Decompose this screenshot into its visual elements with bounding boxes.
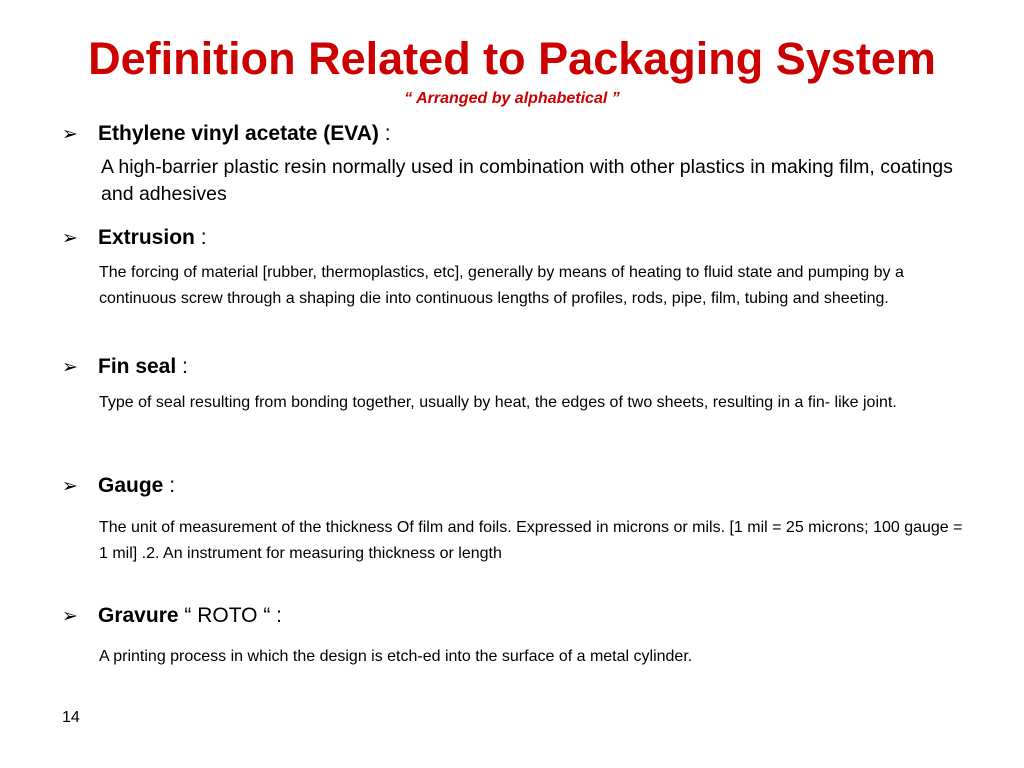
arrow-bullet-icon: ➢: [62, 476, 78, 497]
arrow-bullet-icon: ➢: [62, 606, 78, 627]
term-heading-extrusion: [62, 225, 207, 252]
arrow-bullet-icon: ➢: [62, 228, 78, 249]
term-definition-eva: A high-barrier plastic resin normally used in combination with other plastics in making film, coatings and adhesives: [101, 156, 953, 205]
term-heading-gravure: [62, 603, 282, 630]
term-name: Ethylene vinyl acetate (EVA): [98, 122, 379, 145]
term-definition-gravure: A printing process in which the design is etch-ed into the surface of a metal cylinder.: [99, 648, 693, 665]
term-suffix: :: [163, 474, 176, 497]
arrow-bullet-icon: ➢: [62, 124, 78, 145]
slide-title: Definition Related to Packaging System: [88, 33, 936, 84]
term-name: Extrusion: [98, 226, 195, 249]
arrow-bullet-icon: ➢: [62, 357, 78, 378]
term-name: Fin seal: [98, 355, 177, 378]
term-name: Gauge: [98, 474, 164, 497]
term-definition-fin-seal: Type of seal resulting from bonding together, usually by heat, the edges of two sheets, resulting in a fin- like joint.: [99, 394, 897, 411]
term-suffix: :: [194, 226, 207, 249]
term-suffix: :: [378, 122, 391, 145]
slide-subtitle: “ Arranged by alphabetical ”: [404, 90, 620, 107]
term-heading-fin-seal: [62, 354, 188, 381]
term-definition-extrusion: The forcing of material [rubber, thermoplastics, etc], generally by means of heating to fluid state and pumping by a continuous screw through a shaping die into continuous lengths of profiles, rods, pipe, film, tubing and sheeting.: [99, 264, 904, 307]
term-definition-gauge: The unit of measurement of the thickness Of film and foils. Expressed in microns or mils. [1 mil = 25 microns; 100 gauge = 1 mil] .2. An instrument for measuring thickness or length: [99, 519, 963, 562]
term-suffix: :: [176, 355, 188, 378]
term-heading-gauge: [62, 473, 175, 500]
term-heading-eva: [62, 121, 391, 148]
term-name: Gravure: [98, 604, 179, 627]
term-suffix: “ ROTO “ :: [178, 604, 282, 627]
page-number: 14: [62, 709, 80, 726]
